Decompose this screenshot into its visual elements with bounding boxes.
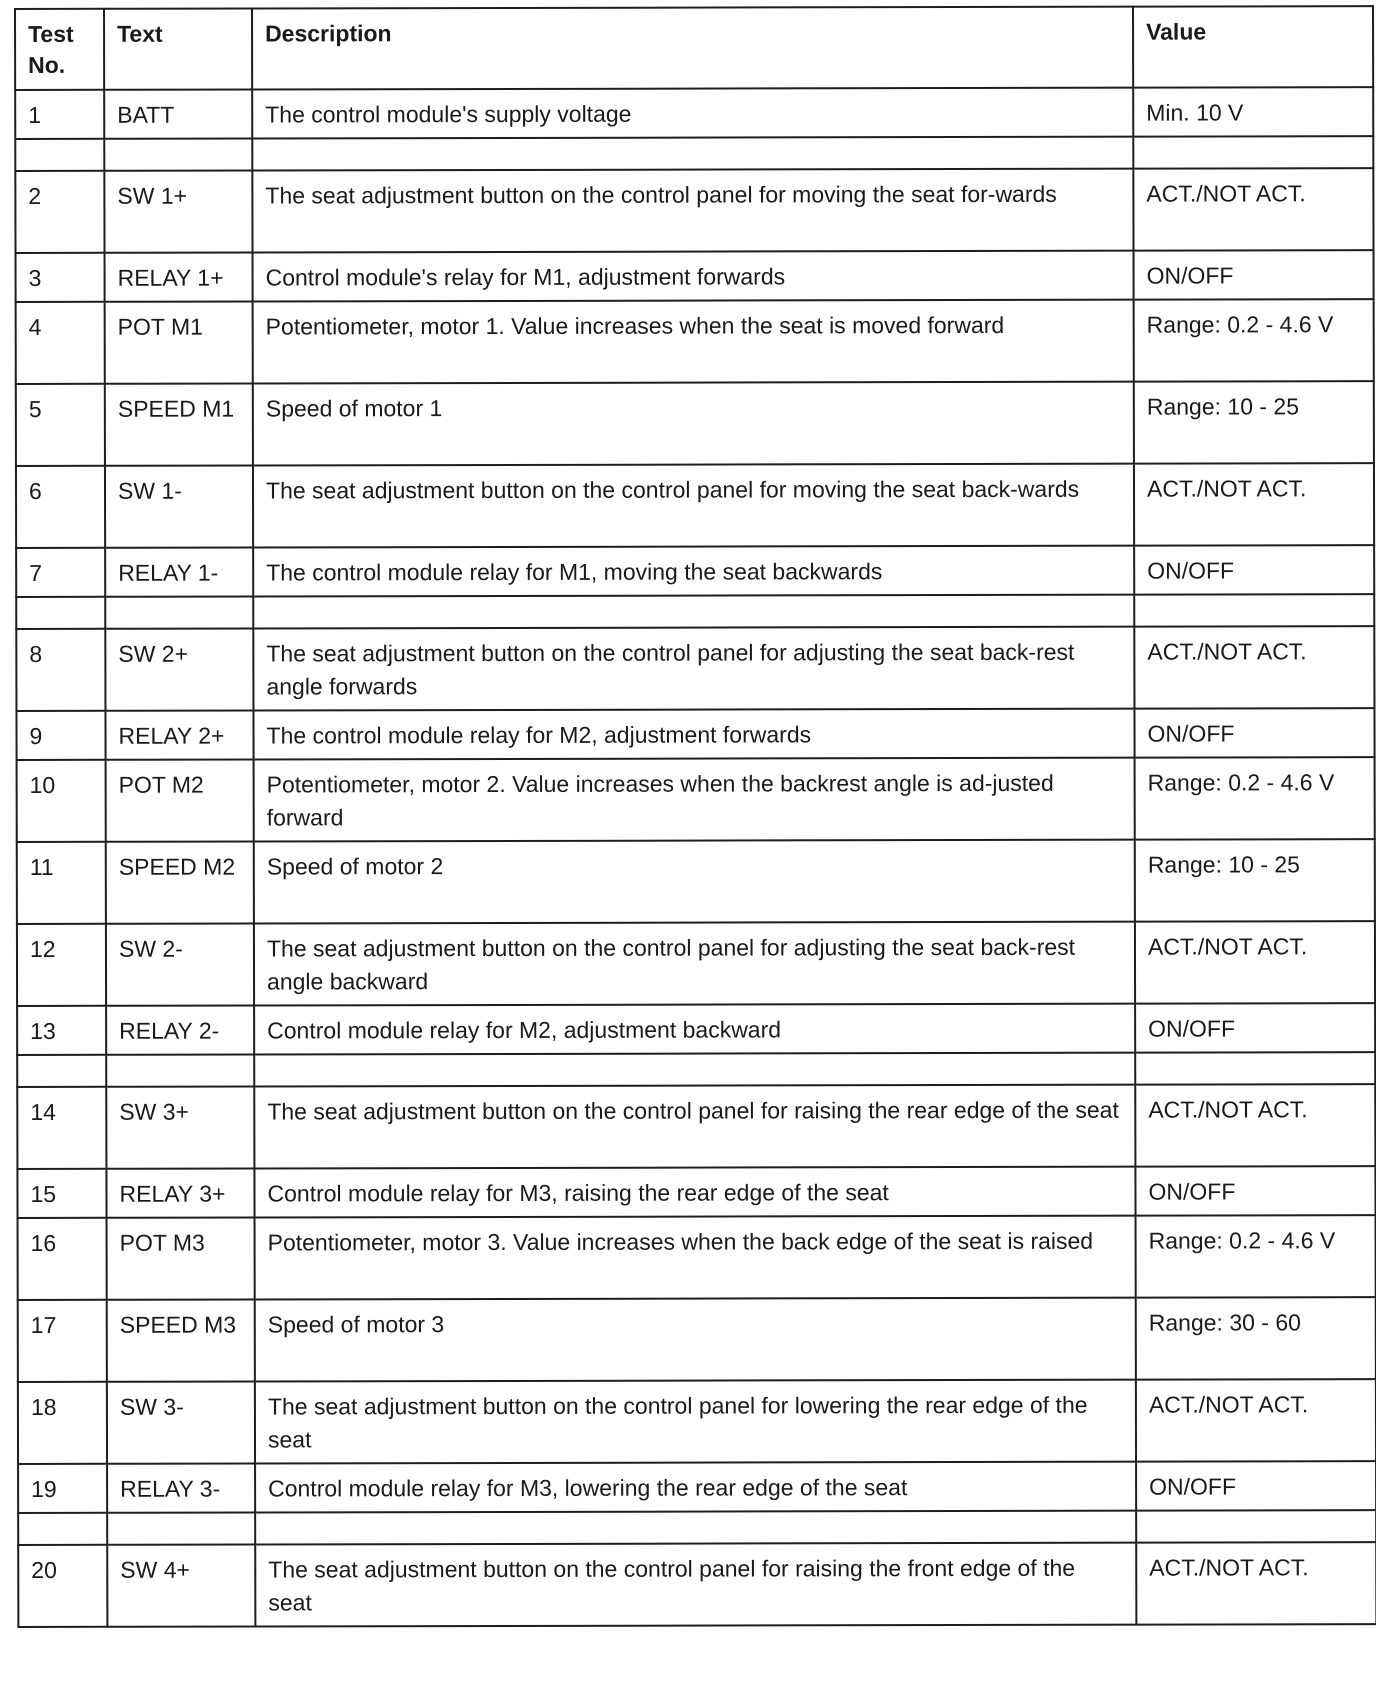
table-row: [18, 1542, 1376, 1627]
table-row: [16, 381, 1374, 466]
table-row-blank: [18, 1510, 1376, 1545]
table-row-blank: [16, 594, 1374, 629]
table-row: [17, 757, 1375, 842]
cell-description: The seat adjustment button on the control panel for adjusting the seat back-rest angle backward: [254, 922, 1135, 1006]
cell-description: [252, 137, 1133, 171]
cell-text: SW 4+: [107, 1544, 255, 1626]
cell-value: Range: 0.2 - 4.6 V: [1134, 299, 1374, 382]
cell-value: ACT./NOT ACT.: [1134, 626, 1374, 709]
cell-description: The seat adjustment button on the control panel for moving the seat for-wards: [252, 169, 1133, 253]
cell-text: SPEED M3: [107, 1299, 255, 1381]
cell-value: Range: 10 - 25: [1135, 839, 1375, 922]
cell-value: [1133, 136, 1373, 169]
cell-value: Min. 10 V: [1133, 87, 1373, 137]
table-row: [17, 1166, 1375, 1218]
cell-description: The seat adjustment button on the control panel for raising the rear edge of the seat: [254, 1085, 1135, 1169]
cell-test-no: 4: [16, 302, 105, 384]
cell-test-no: 3: [16, 253, 105, 302]
cell-value: Range: 10 - 25: [1134, 381, 1374, 464]
cell-test-no: [16, 597, 105, 629]
header-row: [15, 6, 1373, 90]
cell-description: Potentiometer, motor 2. Value increases when the backrest angle is ad-justed forward: [254, 758, 1135, 842]
cell-test-no: [18, 1513, 107, 1545]
table-row: [18, 1379, 1376, 1464]
document-page: [14, 5, 1375, 1628]
cell-description: Potentiometer, motor 3. Value increases when the back edge of the seat is raised: [255, 1216, 1136, 1300]
table-row: [16, 545, 1374, 597]
header-test-no: Test No.: [15, 9, 104, 90]
cell-text: [105, 597, 253, 629]
cell-test-no: 7: [16, 548, 105, 597]
cell-description: The seat adjustment button on the control panel for moving the seat back-wards: [253, 464, 1134, 548]
cell-text: POT M1: [105, 302, 253, 384]
cell-value: ON/OFF: [1134, 250, 1374, 300]
cell-test-no: 17: [18, 1300, 107, 1382]
cell-description: Control module relay for M2, adjustment backward: [254, 1004, 1135, 1055]
cell-test-no: 9: [16, 711, 105, 760]
table-row: [16, 463, 1374, 548]
cell-description: Speed of motor 1: [253, 382, 1134, 466]
cell-value: ACT./NOT ACT.: [1134, 463, 1374, 546]
cell-value: ACT./NOT ACT.: [1136, 1542, 1376, 1625]
cell-description: The control module relay for M2, adjustment forwards: [253, 709, 1134, 760]
cell-test-no: 13: [17, 1006, 106, 1055]
cell-description: The seat adjustment button on the control panel for lowering the rear edge of the seat: [255, 1380, 1136, 1464]
cell-text: SW 2+: [105, 629, 253, 711]
cell-text: RELAY 1-: [105, 548, 253, 597]
cell-test-no: 20: [18, 1545, 107, 1627]
cell-description: The control module relay for M1, moving the seat backwards: [253, 546, 1134, 597]
table-row: [15, 168, 1373, 253]
cell-text: RELAY 3-: [107, 1463, 255, 1512]
cell-value: ACT./NOT ACT.: [1135, 1084, 1375, 1167]
cell-description: Control module's relay for M1, adjustment forwards: [253, 251, 1134, 302]
cell-value: ACT./NOT ACT.: [1136, 1379, 1376, 1462]
cell-test-no: 2: [15, 171, 104, 253]
cell-test-no: [15, 139, 104, 171]
cell-text: POT M2: [106, 759, 254, 841]
cell-text: SW 3-: [107, 1381, 255, 1463]
cell-text: BATT: [104, 90, 252, 139]
cell-value: ON/OFF: [1134, 708, 1374, 758]
cell-value: ACT./NOT ACT.: [1133, 168, 1373, 251]
table-row: [18, 1297, 1376, 1382]
cell-text: RELAY 2-: [106, 1005, 254, 1054]
cell-test-no: 5: [16, 384, 105, 466]
cell-text: POT M3: [107, 1217, 255, 1299]
table-row: [16, 299, 1374, 384]
table-row: [17, 1003, 1375, 1055]
cell-description: [253, 595, 1134, 629]
cell-text: SPEED M1: [105, 384, 253, 466]
cell-test-no: 14: [17, 1087, 106, 1169]
cell-description: The seat adjustment button on the control panel for raising the front edge of the seat: [255, 1543, 1136, 1627]
cell-text: SW 1+: [104, 171, 252, 253]
cell-value: ACT./NOT ACT.: [1135, 921, 1375, 1004]
cell-test-no: 12: [17, 924, 106, 1006]
cell-description: [255, 1511, 1136, 1545]
cell-text: [104, 139, 252, 171]
table-row: [17, 921, 1375, 1006]
table-row: [16, 250, 1374, 302]
cell-value: ON/OFF: [1135, 1003, 1375, 1053]
header-text: Text: [104, 9, 252, 90]
cell-text: RELAY 2+: [105, 711, 253, 760]
cell-text: RELAY 3+: [106, 1168, 254, 1217]
cell-value: ON/OFF: [1134, 545, 1374, 595]
cell-text: [106, 1054, 254, 1086]
cell-text: SW 2-: [106, 923, 254, 1005]
table-row: [15, 87, 1373, 139]
cell-value: Range: 0.2 - 4.6 V: [1135, 757, 1375, 840]
cell-text: SW 1-: [105, 466, 253, 548]
cell-test-no: 11: [17, 842, 106, 924]
cell-value: [1136, 1510, 1376, 1543]
cell-value: Range: 0.2 - 4.6 V: [1136, 1215, 1376, 1298]
cell-test-no: 19: [18, 1464, 107, 1513]
table-header: [15, 6, 1373, 90]
table-row: [17, 1084, 1375, 1169]
cell-description: Control module relay for M3, lowering the rear edge of the seat: [255, 1462, 1136, 1513]
cell-description: Speed of motor 3: [255, 1298, 1136, 1382]
table-row: [17, 839, 1375, 924]
cell-text: SPEED M2: [106, 841, 254, 923]
table-row: [18, 1461, 1376, 1513]
cell-value: [1134, 594, 1374, 627]
cell-text: [107, 1512, 255, 1544]
cell-description: The seat adjustment button on the control panel for adjusting the seat back-rest angle forwards: [253, 627, 1134, 711]
table-row: [18, 1215, 1376, 1300]
cell-test-no: 16: [18, 1218, 107, 1300]
table-row: [16, 708, 1374, 760]
cell-description: [254, 1053, 1135, 1087]
header-value: Value: [1133, 6, 1373, 88]
header-description: Description: [252, 7, 1133, 90]
cell-test-no: 15: [17, 1169, 106, 1218]
cell-test-no: 6: [16, 466, 105, 548]
cell-test-no: 18: [18, 1382, 107, 1464]
cell-test-no: 10: [17, 760, 106, 842]
cell-description: Control module relay for M3, raising the rear edge of the seat: [254, 1167, 1135, 1218]
table-row-blank: [15, 136, 1373, 171]
table-body: [15, 87, 1376, 1627]
cell-description: Speed of motor 2: [254, 840, 1135, 924]
cell-value: ON/OFF: [1135, 1166, 1375, 1216]
cell-test-no: [17, 1055, 106, 1087]
cell-value: ON/OFF: [1136, 1461, 1376, 1511]
cell-test-no: 1: [15, 90, 104, 139]
cell-value: [1135, 1052, 1375, 1085]
cell-text: RELAY 1+: [105, 253, 253, 302]
test-table: [14, 5, 1376, 1628]
table-row-blank: [17, 1052, 1375, 1087]
cell-description: The control module's supply voltage: [252, 88, 1133, 139]
cell-description: Potentiometer, motor 1. Value increases when the seat is moved forward: [253, 300, 1134, 384]
table-row: [16, 626, 1374, 711]
cell-text: SW 3+: [106, 1086, 254, 1168]
cell-test-no: 8: [16, 629, 105, 711]
cell-value: Range: 30 - 60: [1136, 1297, 1376, 1380]
